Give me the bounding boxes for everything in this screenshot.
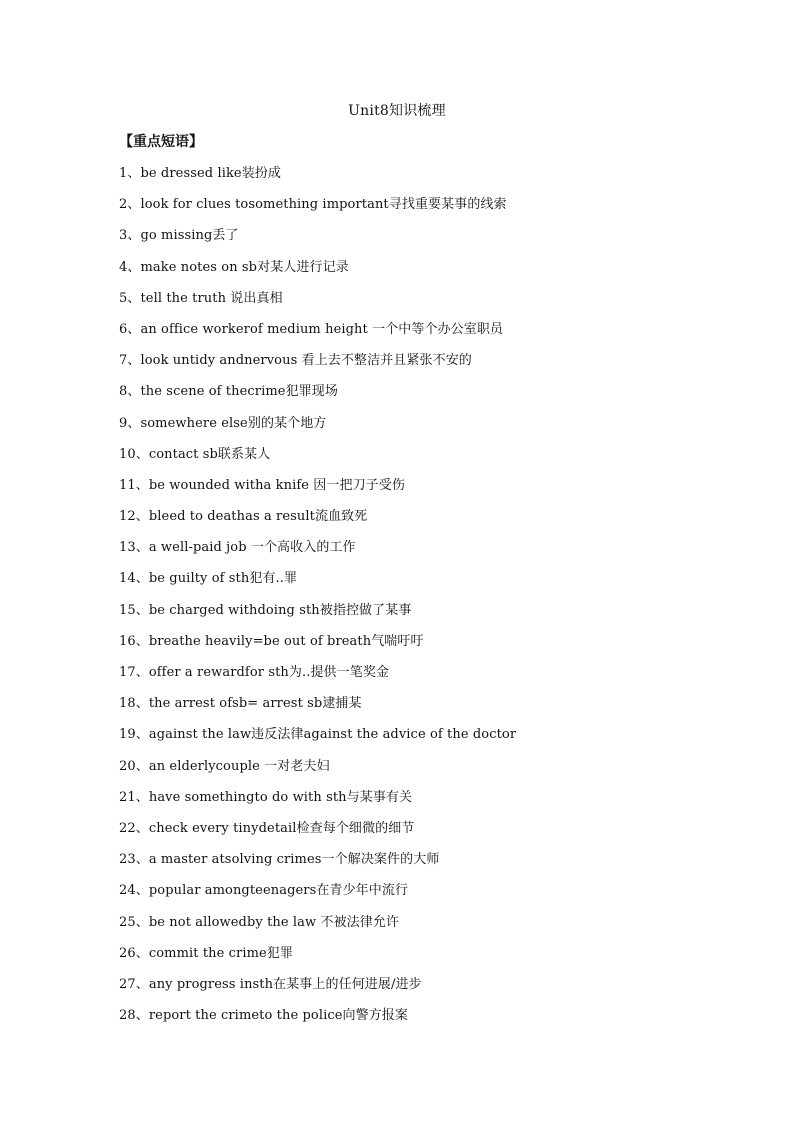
phrase-item: 6、an office workerof medium height 一个中等个办公室职员: [119, 321, 504, 337]
page-title: Unit8知识梳理: [348, 103, 446, 119]
phrase-item: 25、be not allowedby the law 不被法律允许: [119, 914, 400, 930]
phrase-item: 3、go missing丢了: [119, 228, 239, 244]
phrase-item: 13、a well-paid job 一个高收入的工作: [119, 540, 356, 556]
phrase-item: 7、look untidy andnervous 看上去不整洁并且紧张不安的: [119, 353, 472, 369]
phrase-item: 17、offer a rewardfor sth为..提供一笔奖金: [119, 665, 390, 680]
phrase-item: 19、against the law违反法律against the advice of the doctor: [119, 727, 517, 743]
phrase-item: 23、a master atsolving crimes一个解决案件的大师: [119, 852, 440, 868]
phrase-item: 5、tell the truth 说出真相: [119, 290, 283, 306]
phrase-item: 24、popular amongteenagers在青少年中流行: [119, 883, 409, 899]
phrase-item: 11、be wounded witha knife 因一把刀子受伤: [119, 477, 405, 493]
phrase-item: 8、the scene of thecrime犯罪现场: [119, 384, 338, 400]
phrase-item: 15、be charged withdoing sth被指控做了某事: [119, 602, 412, 618]
phrase-item: 18、the arrest ofsb= arrest sb逮捕某: [119, 696, 362, 712]
phrase-item: 22、check every tinydetail检查每个细微的细节: [119, 820, 415, 836]
phrase-item: 28、report the crimeto the police向警方报案: [119, 1008, 409, 1024]
phrase-item: 4、make notes on sb对某人进行记录: [119, 259, 349, 275]
section-heading: 【重点短语】: [119, 134, 203, 150]
phrase-item: 26、commit the crime犯罪: [119, 945, 294, 961]
phrase-item: 20、an elderlycouple 一对老夫妇: [119, 758, 330, 774]
phrase-item: 9、somewhere else别的某个地方: [119, 415, 327, 431]
phrase-item: 21、have somethingto do with sth与某事有关: [119, 789, 413, 805]
phrase-item: 10、contact sb联系某人: [119, 446, 271, 462]
phrase-item: 2、look for clues tosomething important寻找重要某事的线索: [119, 197, 507, 213]
phrase-item: 27、any progress insth在某事上的任何进展/进步: [119, 976, 422, 992]
phrase-item: 14、be guilty of sth犯有..罪: [119, 571, 298, 587]
phrase-list: [119, 164, 759, 1037]
phrase-item: 16、breathe heavily=be out of breath气喘吁吁: [119, 633, 424, 649]
phrase-item: 12、bleed to deathas a result流血致死: [119, 509, 368, 525]
phrase-item: 1、be dressed like装扮成: [119, 166, 282, 181]
